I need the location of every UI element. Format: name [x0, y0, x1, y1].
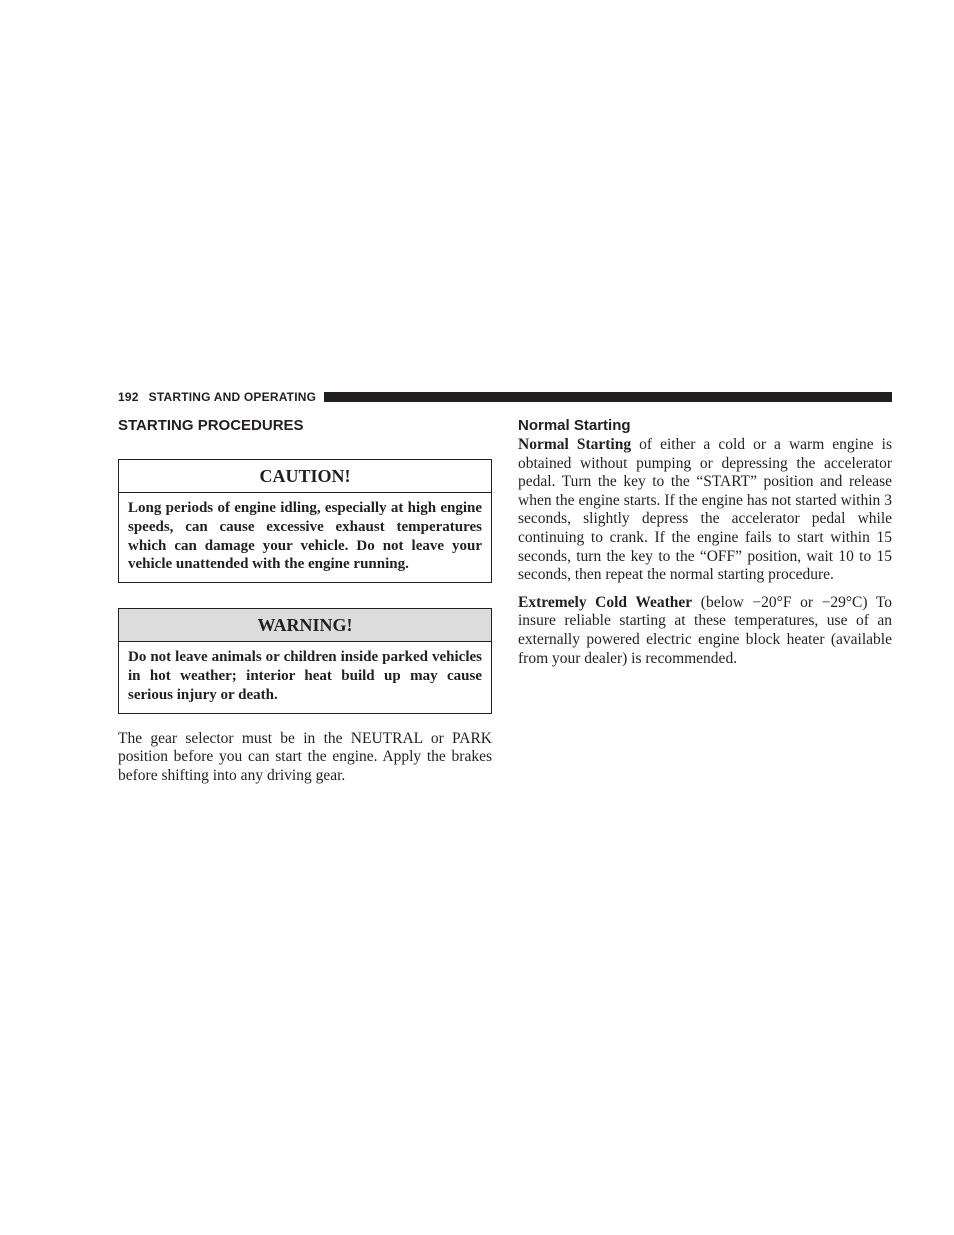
warning-box — [118, 608, 492, 713]
warning-text: Do not leave animals or children inside parked vehicles in hot weather; interior heat build up may cause serious injury or death. — [128, 649, 482, 703]
caution-text: Long periods of engine idling, especially at high engine speeds, can cause excessive exhaust temperatures which can damage your vehicle. Do not leave your vehicle unattended with the engine running. — [128, 500, 482, 573]
normal-starting-heading: Normal Starting — [518, 417, 631, 434]
section-title: STARTING AND OPERATING — [148, 390, 317, 404]
left-column — [118, 416, 492, 785]
caution-title: CAUTION! — [119, 460, 491, 493]
page-number: 192 — [118, 390, 139, 404]
right-column — [518, 416, 892, 668]
normal-starting-lead: Normal Starting — [518, 436, 632, 453]
starting-procedures-heading: STARTING PROCEDURES — [118, 417, 304, 434]
normal-starting-paragraph — [518, 436, 892, 585]
page-header — [118, 390, 892, 404]
cold-weather-text: (below −20°F or −29°C) To insure reliable starting at these temperatures, use of an externally powered electric engine block heater (available from your dealer) is recommended. — [518, 593, 892, 667]
normal-starting-text: of either a cold or a warm engine is obtained without pumping or depressing the accelerator pedal. Turn the key to the “START” position and release when the engine starts. If the engine has not started within 3 seconds, slightly depress the accelerator pedal while continuing to crank. If the engine fails to start within 15 seconds, turn the key to the “OFF” position, wait 10 to 15 seconds, then repeat the normal starting procedure. — [518, 436, 892, 584]
gear-selector-paragraph: The gear selector must be in the NEUTRAL or PARK position before you can start the engine. Apply the brakes before shifting into any driving gear. — [118, 729, 492, 784]
header-rule — [324, 392, 892, 402]
cold-weather-paragraph — [518, 594, 892, 668]
warning-title: WARNING! — [119, 609, 491, 642]
caution-box — [118, 459, 492, 583]
cold-weather-lead: Extremely Cold Weather — [518, 593, 693, 611]
